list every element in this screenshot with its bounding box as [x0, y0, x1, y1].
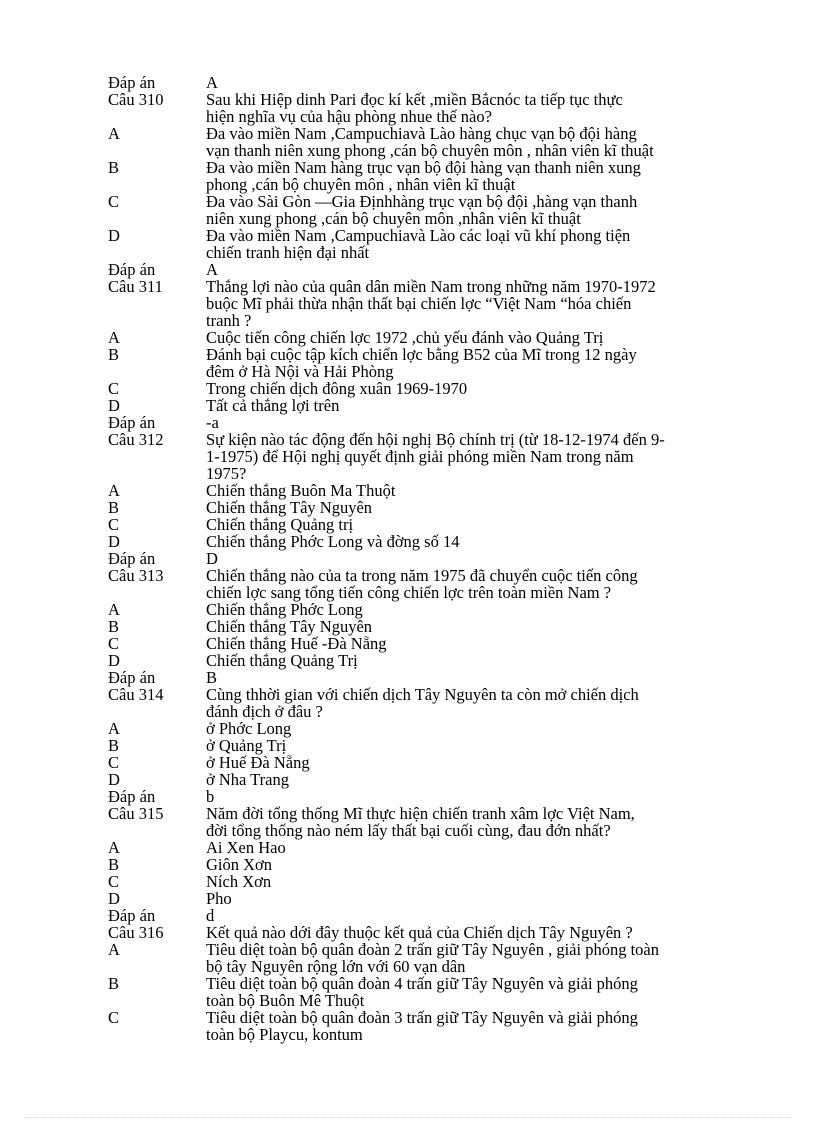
- option-row: [108, 890, 738, 907]
- option-row: [108, 397, 738, 414]
- option-row: [108, 754, 738, 771]
- text-line: A: [206, 73, 218, 92]
- option-row: [108, 159, 738, 193]
- option-row: [108, 533, 738, 550]
- row-label: C: [108, 1008, 120, 1027]
- row-text: [206, 924, 738, 941]
- text-line: ở Quảng Trị: [206, 736, 287, 755]
- row-label: B: [108, 345, 120, 364]
- text-line: Sau khi Hiệp dinh Pari đọc kí kết ,miền Bắcnóc ta tiếp tục thực: [206, 90, 623, 109]
- row-text: [206, 193, 738, 227]
- text-line: ở Huế Đà Nẵng: [206, 753, 310, 772]
- row-label: B: [108, 158, 120, 177]
- text-line: Đa vào miền Nam ,Campuchiavà Lào hàng chục vạn bộ đội hàng: [206, 124, 637, 143]
- row-text: [206, 516, 738, 533]
- option-row: [108, 839, 738, 856]
- row-text: [206, 1009, 738, 1043]
- text-line: buộc Mĩ phải thừa nhận thất bại chiến lợc “Việt Nam “hóa chiến: [206, 294, 632, 313]
- question-row: [108, 567, 738, 601]
- text-line: ở Nha Trang: [206, 770, 289, 789]
- row-text: [206, 635, 738, 652]
- text-line: Ních Xơn: [206, 872, 272, 891]
- answer-key-row: [108, 74, 738, 91]
- text-line: D: [206, 549, 218, 568]
- option-row: [108, 873, 738, 890]
- text-line: chiến tranh hiện đại nhất: [206, 243, 370, 262]
- text-line: toàn bộ Buôn Mê Thuột: [206, 991, 365, 1010]
- text-line: 1-1975) để Hội nghị quyết định giải phóng miền Nam trong năm: [206, 447, 634, 466]
- option-row: [108, 652, 738, 669]
- row-label: D: [108, 770, 120, 789]
- text-line: Đánh bại cuộc tập kích chiến lợc bằng B52 của Mĩ trong 12 ngày: [206, 345, 637, 364]
- answer-key-row: [108, 907, 738, 924]
- text-line: Tiêu diệt toàn bộ quân đoàn 3 trấn giữ Tây Nguyên và giải phóng: [206, 1008, 638, 1027]
- question-row: [108, 431, 738, 482]
- row-text: [206, 686, 738, 720]
- text-line: Chiến thắng Tây Nguyên: [206, 498, 373, 517]
- question-row: [108, 686, 738, 720]
- text-line: bộ tây Nguyên rộng lớn với 60 vạn dân: [206, 957, 466, 976]
- row-text: [206, 499, 738, 516]
- row-label: B: [108, 974, 120, 993]
- text-line: b: [206, 787, 215, 806]
- row-text: [206, 482, 738, 499]
- option-row: [108, 1009, 738, 1043]
- row-label: D: [108, 226, 120, 245]
- text-line: đánh địch ở đâu ?: [206, 702, 323, 721]
- row-label: A: [108, 481, 120, 500]
- text-line: 1975?: [206, 464, 247, 483]
- text-line: đời tổng thống nào ném lấy thất bại cuối cùng, đau đớn nhất?: [206, 821, 611, 840]
- row-label: Câu 316: [108, 923, 164, 942]
- row-text: [206, 550, 738, 567]
- row-label: A: [108, 124, 120, 143]
- question-row: [108, 924, 738, 941]
- row-text: [206, 125, 738, 159]
- text-line: niên xung phong ,cán bộ chuyên môn ,nhân viên kĩ thuật: [206, 209, 581, 228]
- text-line: Chiến thắng Quảng Trị: [206, 651, 358, 670]
- row-label: C: [108, 753, 120, 772]
- option-row: [108, 499, 738, 516]
- option-row: [108, 346, 738, 380]
- answer-key-row: [108, 550, 738, 567]
- row-label: D: [108, 396, 120, 415]
- text-line: Cùng thhời gian với chiến dịch Tây Nguyên ta còn mở chiến dịch: [206, 685, 639, 704]
- text-line: Tiêu diệt toàn bộ quân đoàn 2 trấn giữ Tây Nguyên , giải phóng toàn: [206, 940, 660, 959]
- row-label: B: [108, 617, 120, 636]
- row-label: Đáp án: [108, 906, 156, 925]
- row-text: [206, 975, 738, 1009]
- row-label: C: [108, 634, 120, 653]
- text-line: vạn thanh niên xung phong ,cán bộ chuyên môn , nhân viên kĩ thuật: [206, 141, 654, 160]
- row-label: Câu 311: [108, 277, 163, 296]
- option-row: [108, 737, 738, 754]
- row-label: C: [108, 192, 120, 211]
- text-line: Chiến thắng Phớc Long và đờng số 14: [206, 532, 460, 551]
- option-row: [108, 856, 738, 873]
- answer-key-row: [108, 261, 738, 278]
- option-row: [108, 941, 738, 975]
- row-label: Đáp án: [108, 549, 156, 568]
- row-label: Câu 315: [108, 804, 164, 823]
- row-text: [206, 907, 738, 924]
- footer-divider: [24, 1117, 792, 1118]
- text-line: Đa vào miền Nam ,Campuchiavà Lào các loại vũ khí phong tiện: [206, 226, 631, 245]
- text-line: Đa vào miền Nam hàng trục vạn bộ đội hàng vạn thanh niên xung: [206, 158, 641, 177]
- row-label: A: [108, 838, 120, 857]
- text-line: Năm đời tổng thống Mĩ thực hiện chiến tranh xâm lợc Việt Nam,: [206, 804, 635, 823]
- row-label: Đáp án: [108, 260, 156, 279]
- text-line: tranh ?: [206, 311, 252, 330]
- row-text: [206, 856, 738, 873]
- option-row: [108, 720, 738, 737]
- option-row: [108, 193, 738, 227]
- row-label: Câu 313: [108, 566, 164, 585]
- row-label: A: [108, 719, 120, 738]
- text-line: Pho: [206, 889, 232, 908]
- text-line: hiện nghĩa vụ của hậu phòng nhue thế nào?: [206, 107, 492, 126]
- option-row: [108, 601, 738, 618]
- row-text: [206, 754, 738, 771]
- row-label: B: [108, 498, 120, 517]
- row-text: [206, 397, 738, 414]
- text-line: ở Phớc Long: [206, 719, 292, 738]
- row-text: [206, 890, 738, 907]
- text-line: Tất cả thắng lợi trên: [206, 396, 340, 415]
- question-row: [108, 278, 738, 329]
- text-line: Kết quả nào dới đây thuộc kết quả của Chiến dịch Tây Nguyên ?: [206, 923, 633, 942]
- row-text: [206, 873, 738, 890]
- row-text: [206, 788, 738, 805]
- row-label: Đáp án: [108, 413, 156, 432]
- question-row: [108, 91, 738, 125]
- text-line: Đa vào Sài Gòn —Gia Địnhhàng trục vạn bộ đội ,hàng vạn thanh: [206, 192, 638, 211]
- row-text: [206, 380, 738, 397]
- row-label: D: [108, 889, 120, 908]
- text-line: Sự kiện nào tác động đến hội nghị Bộ chính trị (từ 18-12-1974 đến 9-: [206, 430, 665, 449]
- row-label: A: [108, 600, 120, 619]
- option-row: [108, 227, 738, 261]
- row-label: Câu 314: [108, 685, 164, 704]
- text-line: chiến lợc sang tổng tiến công chiến lợc trên toàn miền Nam ?: [206, 583, 612, 602]
- option-row: [108, 329, 738, 346]
- text-line: Cuộc tiến công chiến lợc 1972 ,chủ yếu đánh vào Quảng Trị: [206, 328, 604, 347]
- row-text: [206, 601, 738, 618]
- option-row: [108, 482, 738, 499]
- text-line: Giôn Xơn: [206, 855, 273, 874]
- text-line: A: [206, 260, 218, 279]
- text-line: toàn bộ Playcu, kontum: [206, 1025, 363, 1044]
- row-text: [206, 261, 738, 278]
- answer-key-row: [108, 414, 738, 431]
- text-line: Tiêu diệt toàn bộ quân đoàn 4 trấn giữ Tây Nguyên và giải phóng: [206, 974, 638, 993]
- option-row: [108, 380, 738, 397]
- row-label: B: [108, 855, 120, 874]
- row-label: Câu 310: [108, 90, 164, 109]
- row-text: [206, 669, 738, 686]
- row-text: [206, 533, 738, 550]
- row-label: C: [108, 515, 120, 534]
- row-text: [206, 805, 738, 839]
- text-line: d: [206, 906, 215, 925]
- option-row: [108, 125, 738, 159]
- option-row: [108, 516, 738, 533]
- row-text: [206, 431, 738, 482]
- text-line: đêm ở Hà Nội và Hải Phòng: [206, 362, 394, 381]
- row-text: [206, 652, 738, 669]
- option-row: [108, 975, 738, 1009]
- option-row: [108, 635, 738, 652]
- text-line: Chiến thắng Phớc Long: [206, 600, 363, 619]
- row-label: A: [108, 328, 120, 347]
- text-line: Chiến thắng Huế -Đà Nẵng: [206, 634, 387, 653]
- row-text: [206, 74, 738, 91]
- row-label: D: [108, 651, 120, 670]
- row-text: [206, 737, 738, 754]
- row-text: [206, 278, 738, 329]
- row-text: [206, 771, 738, 788]
- text-line: -a: [206, 413, 219, 432]
- text-line: Trong chiến dịch đông xuân 1969-1970: [206, 379, 468, 398]
- row-text: [206, 159, 738, 193]
- text-line: Thắng lợi nào của quân dân miền Nam trong những năm 1970-1972: [206, 277, 656, 296]
- row-text: [206, 329, 738, 346]
- row-label: Câu 312: [108, 430, 164, 449]
- option-row: [108, 771, 738, 788]
- text-line: Chiến thắng Quảng trị: [206, 515, 354, 534]
- text-line: Ai Xen Hao: [206, 838, 286, 857]
- row-label: C: [108, 379, 120, 398]
- row-text: [206, 839, 738, 856]
- answer-key-row: [108, 788, 738, 805]
- question-row: [108, 805, 738, 839]
- row-label: D: [108, 532, 120, 551]
- answer-key-row: [108, 669, 738, 686]
- row-label: B: [108, 736, 120, 755]
- row-text: [206, 567, 738, 601]
- row-label: C: [108, 872, 120, 891]
- row-text: [206, 91, 738, 125]
- row-text: [206, 227, 738, 261]
- row-label: Đáp án: [108, 73, 156, 92]
- option-row: [108, 618, 738, 635]
- text-line: Chiến thắng nào của ta trong năm 1975 đã chuyển cuộc tiến công: [206, 566, 638, 585]
- row-text: [206, 414, 738, 431]
- text-line: phong ,cán bộ chuyên môn , nhân viên kĩ thuật: [206, 175, 516, 194]
- row-label: A: [108, 940, 120, 959]
- quiz-content: [108, 74, 738, 1043]
- row-text: [206, 941, 738, 975]
- row-text: [206, 346, 738, 380]
- text-line: Chiến thắng Tây Nguyên: [206, 617, 373, 636]
- text-line: B: [206, 668, 218, 687]
- row-text: [206, 618, 738, 635]
- row-text: [206, 720, 738, 737]
- text-line: Chiến thắng Buôn Ma Thuột: [206, 481, 396, 500]
- row-label: Đáp án: [108, 668, 156, 687]
- row-label: Đáp án: [108, 787, 156, 806]
